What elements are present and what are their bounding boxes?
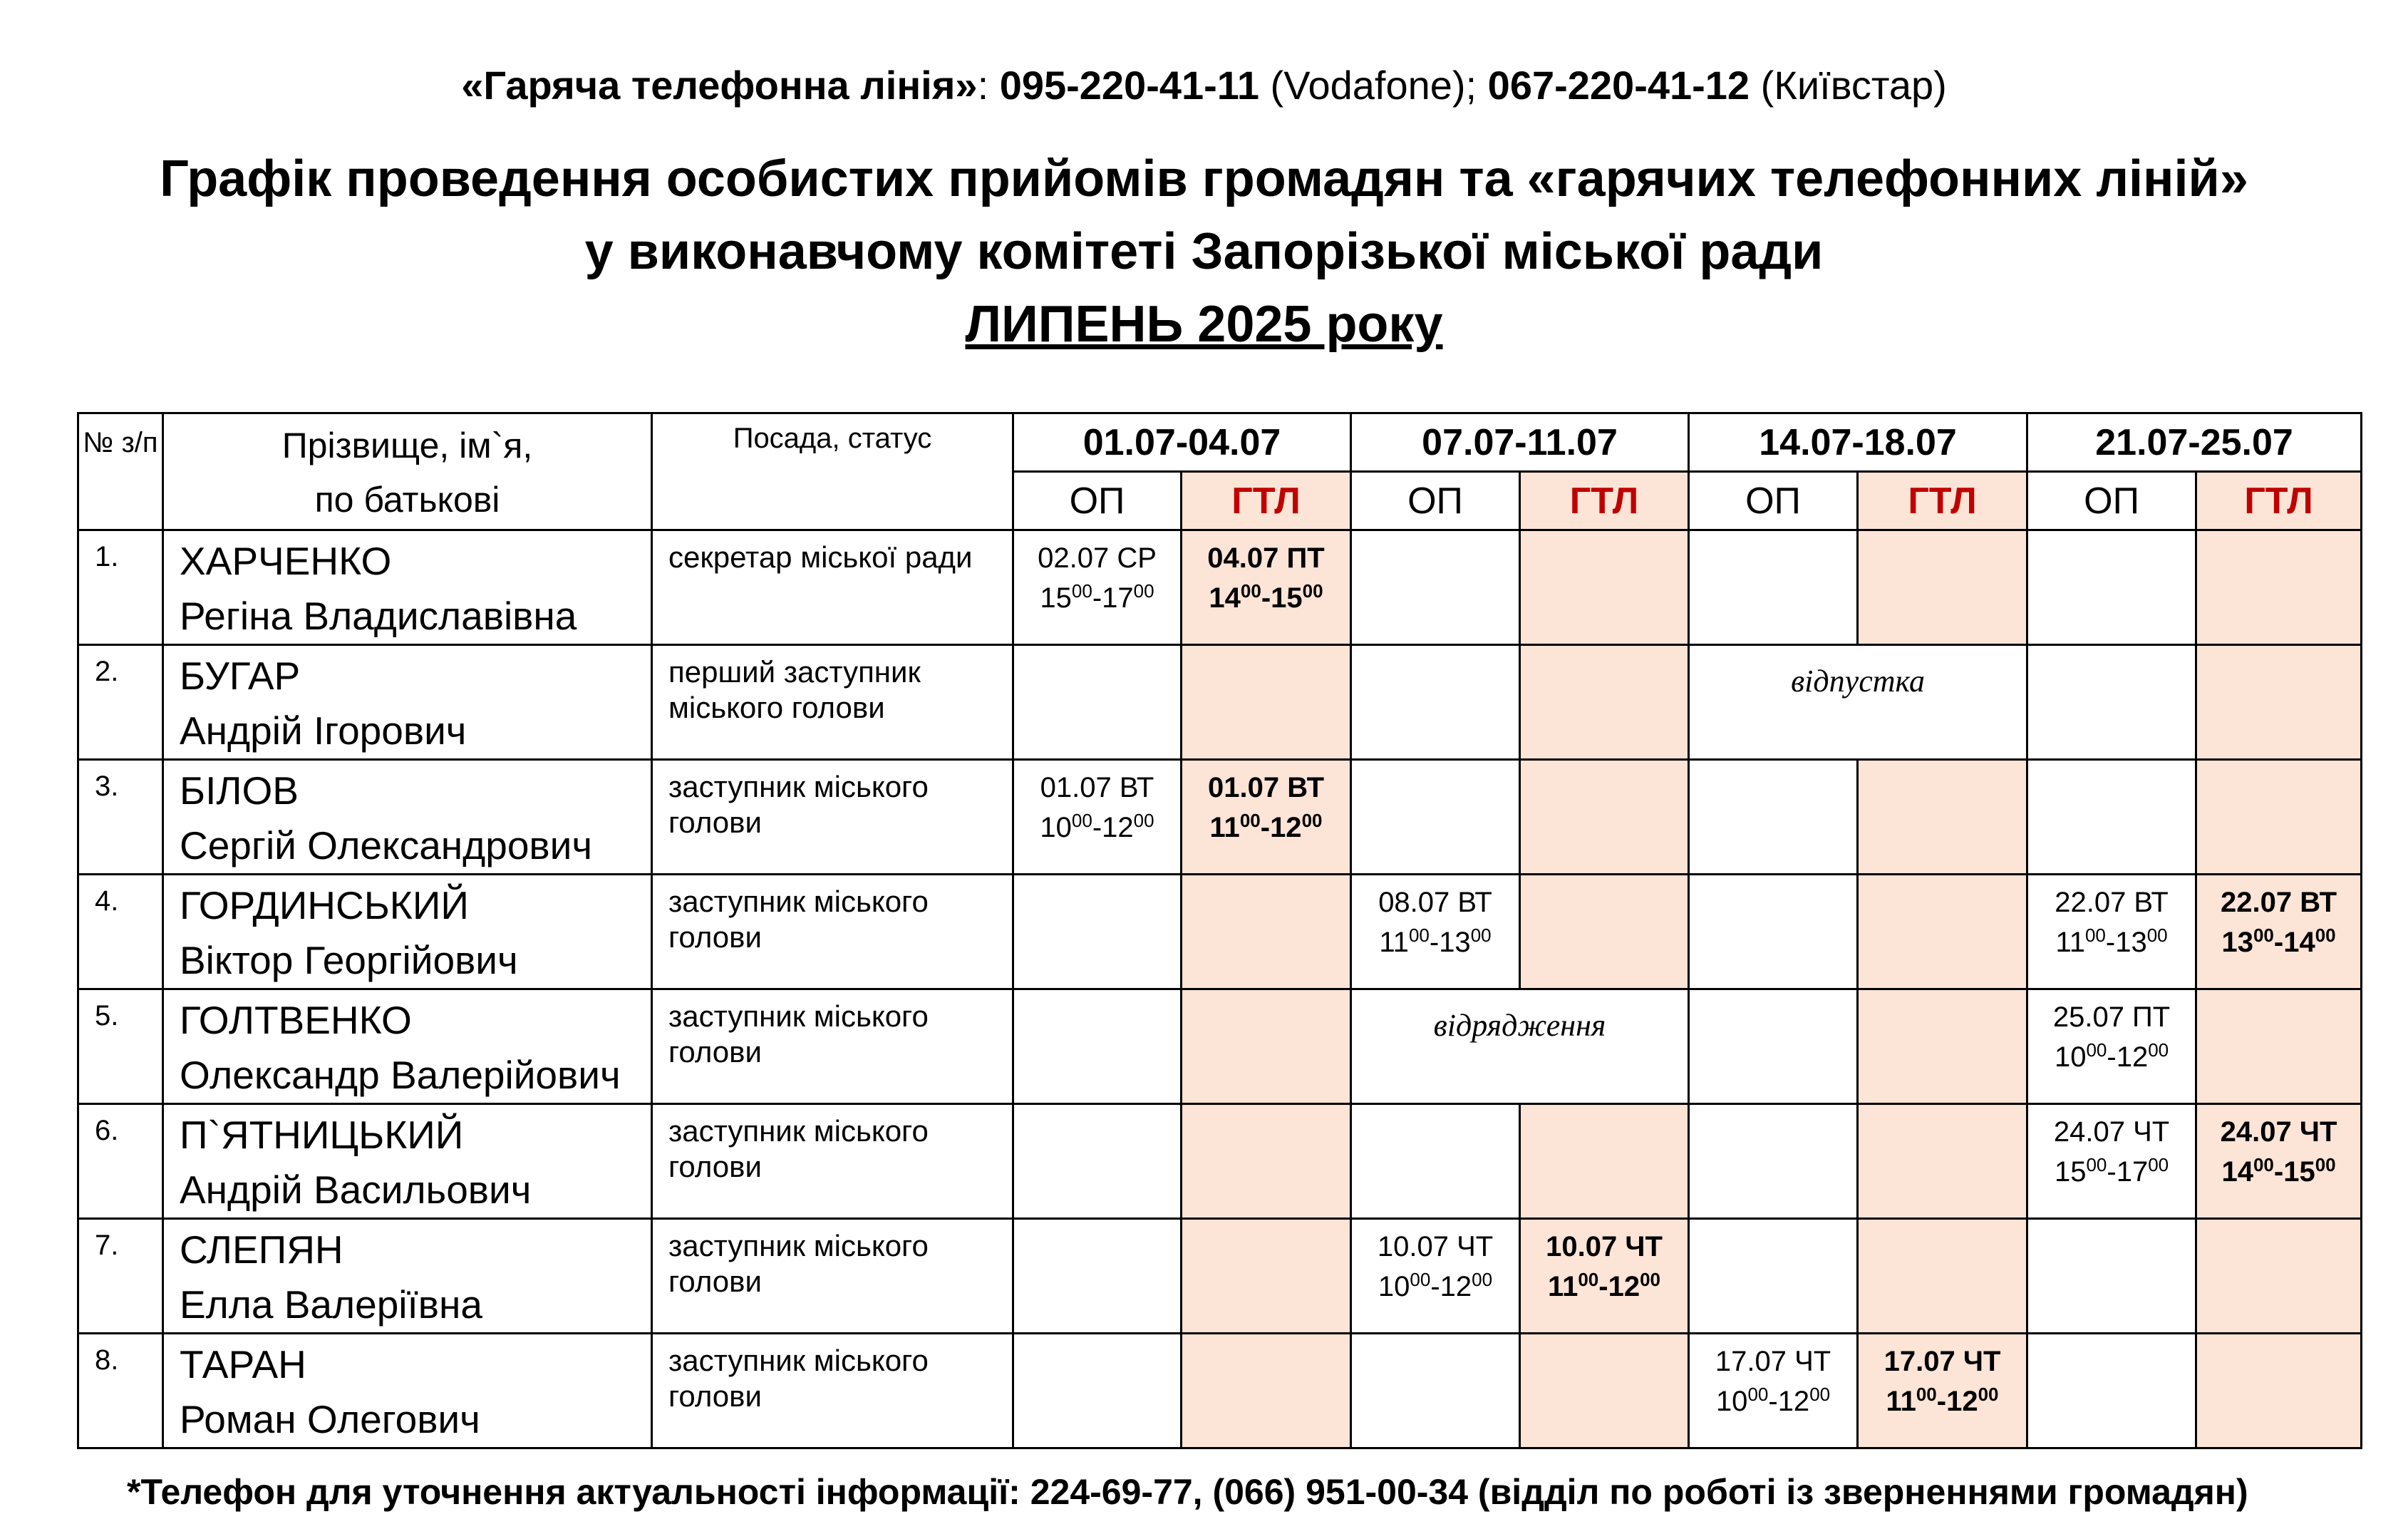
slot-end-hour: 15 (2283, 1156, 2315, 1188)
slot-w2-gtl (1520, 875, 1689, 989)
header-week-1: 01.07-04.07 (1013, 413, 1351, 472)
slot-w4-op (2027, 875, 2196, 989)
slot-start-min: 00 (1239, 810, 1261, 831)
slot-w1-op (1013, 875, 1182, 989)
table-row (78, 530, 2362, 645)
slot-w1-gtl (1182, 1104, 1351, 1219)
row-given-names: Регіна Владиславівна (180, 594, 577, 638)
hotline-label: «Гаряча телефонна лінія» (461, 63, 978, 108)
table-row (78, 989, 2362, 1104)
slot-end-hour: 12 (1777, 1386, 1810, 1417)
slot-end-min: 00 (1133, 580, 1154, 602)
slot-w3-op (1689, 1219, 1858, 1334)
footer-note: *Телефон для уточнення актуальності інформації: 224-69-77, (066) 951-00-34 (відділ по роботі із зверненнями громадян) (127, 1472, 2248, 1512)
slot-date: 24.07 ЧТ (2053, 1116, 2170, 1148)
title-line-1: Графік проведення особистих прийомів громадян та «гарячих телефонних ліній» (160, 150, 2248, 207)
slot-w4-gtl (2196, 875, 2362, 989)
slot-end-min: 00 (1809, 1384, 1831, 1405)
row-given-names: Елла Валеріївна (180, 1282, 482, 1327)
row-number: 8. (78, 1334, 163, 1448)
slot-w1-gtl (1182, 989, 1351, 1104)
slot-start-hour: 10 (1378, 1271, 1410, 1302)
row-full-name (163, 1334, 652, 1448)
slot-date: 04.07 ПТ (1207, 542, 1325, 574)
slot-start-min: 00 (1578, 1269, 1599, 1290)
slot-w3-op (1689, 530, 1858, 645)
slot-w3-op (1689, 760, 1858, 875)
row-given-names: Сергій Олександрович (180, 823, 593, 868)
slot-w4-gtl (2196, 760, 2362, 875)
row-number: 4. (78, 875, 163, 989)
slot-start-min: 00 (2086, 1039, 2107, 1061)
slot-w4-gtl (2196, 645, 2362, 760)
slot-w1-gtl (1182, 1334, 1351, 1448)
slot-date: 22.07 ВТ (2221, 887, 2337, 918)
row-given-names: Андрій Ігорович (180, 709, 467, 753)
slot-end-hour: 12 (1102, 812, 1134, 843)
row-number: 5. (78, 989, 163, 1104)
slot-w3-gtl (1858, 1219, 2027, 1334)
slot-w1-op (1013, 1334, 1182, 1448)
slot-w2-gtl (1520, 530, 1689, 645)
slot-time: $13^{00}-14^{00}$ (2221, 925, 2336, 958)
header-name (163, 413, 652, 530)
slot-w4-gtl (2196, 1219, 2362, 1334)
slot-w1-op (1013, 645, 1182, 760)
row-number: 2. (78, 645, 163, 760)
table-row (78, 1104, 2362, 1219)
slot-end-hour: 14 (2283, 927, 2315, 958)
row-full-name (163, 645, 652, 760)
slot-date: 01.07 ВТ (1208, 772, 1325, 803)
row-position: перший заступник міського голови (652, 645, 1013, 760)
slot-start-hour: 11 (1209, 812, 1240, 843)
slot-end-min: 00 (1133, 810, 1154, 831)
row-full-name (163, 530, 652, 645)
slot-end-min: 00 (1302, 580, 1323, 602)
table-row (78, 760, 2362, 875)
slot-w4-op (2027, 760, 2196, 875)
header-week-3: 14.07-18.07 (1689, 413, 2027, 472)
slot-time: $11^{00}-12^{00}$ (1886, 1384, 1999, 1417)
slot-w3-gtl (1858, 1334, 2027, 1448)
header-gtl-w3: ГТЛ (1858, 472, 2027, 530)
slot-end-hour: 12 (1946, 1386, 1978, 1417)
slot-w3-gtl (1858, 530, 2027, 645)
slot-w3-op (1689, 1104, 1858, 1219)
slot-w2-op (1351, 1334, 1520, 1448)
row-position: секретар міської ради (652, 530, 1013, 645)
row-surname: П`ЯТНИЦЬКИЙ (180, 1113, 464, 1157)
header-op-w3: ОП (1689, 472, 1858, 530)
slot-start-min: 00 (2253, 1154, 2274, 1175)
slot-w2-op (1351, 875, 1520, 989)
slot-start-min: 00 (1240, 580, 1261, 602)
row-given-names: Андрій Васильович (180, 1168, 532, 1212)
hotline-operator-kyivstar: (Київстар) (1750, 63, 1947, 108)
slot-end-hour: 13 (1439, 927, 1471, 958)
slot-start-min: 00 (2084, 925, 2106, 946)
slot-start-min: 00 (1747, 1384, 1769, 1405)
slot-date: 22.07 ВТ (2055, 887, 2169, 918)
slot-start-min: 00 (1410, 1269, 1431, 1290)
slot-end-hour: 13 (2115, 927, 2147, 958)
slot-date: 24.07 ЧТ (2220, 1116, 2337, 1148)
slot-end-min: 00 (2315, 1154, 2336, 1175)
slot-end-min: 00 (1640, 1269, 1660, 1290)
slot-start-min: 00 (1071, 810, 1092, 831)
hotline-phone-kyivstar: 067-220-41-12 (1487, 63, 1750, 108)
slot-w1-op (1013, 989, 1182, 1104)
slot-end-hour: 12 (1440, 1271, 1472, 1302)
slot-time: $14^{00}-15^{00}$ (2221, 1154, 2336, 1188)
slot-time: $10^{00}-12^{00}$ (1040, 810, 1154, 843)
slot-end-hour: 15 (1271, 582, 1303, 614)
slot-w2-gtl (1520, 760, 1689, 875)
slot-end-hour: 12 (2116, 1041, 2149, 1073)
slot-w2-op (1351, 1104, 1520, 1219)
slot-time: $11^{00}-13^{00}$ (1379, 925, 1492, 958)
row-given-names: Віктор Георгійович (180, 938, 518, 982)
row-given-names: Роман Олегович (180, 1397, 480, 1441)
row-surname: СЛЕПЯН (180, 1227, 343, 1272)
row-surname: БУГАР (180, 654, 301, 698)
row-position: заступник міського голови (652, 1334, 1013, 1448)
slot-w2-gtl (1520, 645, 1689, 760)
slot-w1-gtl (1182, 530, 1351, 645)
slot-start-min: 00 (1916, 1384, 1937, 1405)
slot-end-min: 00 (1470, 925, 1492, 946)
header-gtl-w4: ГТЛ (2196, 472, 2362, 530)
slot-start-hour: 11 (1886, 1386, 1916, 1417)
header-week-4: 21.07-25.07 (2027, 413, 2362, 472)
header-week-2: 07.07-11.07 (1351, 413, 1689, 472)
slot-w1-op (1013, 1219, 1182, 1334)
slot-w2-op (1351, 645, 1520, 760)
slot-start-min: 00 (1408, 925, 1430, 946)
row-full-name (163, 760, 652, 875)
slot-w4-op (2027, 530, 2196, 645)
slot-end-min: 00 (1978, 1384, 1999, 1405)
slot-w4-op (2027, 1219, 2196, 1334)
slot-time: $10^{00}-12^{00}$ (1378, 1269, 1493, 1302)
slot-w3-gtl (1858, 875, 2027, 989)
slot-w3-gtl (1858, 1104, 2027, 1219)
slot-w4-op (2027, 1334, 2196, 1448)
slot-w1-gtl (1182, 1219, 1351, 1334)
slot-end-min: 00 (2148, 1154, 2169, 1175)
row-full-name (163, 1219, 652, 1334)
slot-start-hour: 14 (1209, 582, 1241, 614)
slot-end-min: 00 (2315, 925, 2336, 946)
slot-w2-op (1351, 760, 1520, 875)
slot-start-hour: 10 (1715, 1386, 1748, 1417)
slot-start-min: 00 (2086, 1154, 2107, 1175)
slot-w1-op (1013, 760, 1182, 875)
slot-end-hour: 17 (1102, 582, 1134, 614)
slot-end-hour: 12 (1270, 812, 1302, 843)
slot-time: $10^{00}-12^{00}$ (2054, 1039, 2169, 1073)
slot-w3-gtl (1858, 760, 2027, 875)
slot-start-hour: 15 (2054, 1156, 2087, 1188)
slot-time: $15^{00}-17^{00}$ (2054, 1154, 2169, 1188)
row-position: заступник міського голови (652, 760, 1013, 875)
header-gtl-w1: ГТЛ (1182, 472, 1351, 530)
slot-start-hour: 11 (1548, 1271, 1578, 1302)
slot-end-min: 00 (1301, 810, 1323, 831)
row-number: 6. (78, 1104, 163, 1219)
row-full-name (163, 1104, 652, 1219)
hotline-phone-vodafone: 095-220-41-11 (999, 63, 1259, 108)
slot-time: $15^{00}-17^{00}$ (1040, 580, 1154, 614)
slot-w3-gtl (1858, 989, 2027, 1104)
title-month: ЛИПЕНЬ 2025 року (965, 296, 1443, 353)
table-row (78, 1219, 2362, 1334)
slot-date: 25.07 ПТ (2052, 1002, 2171, 1033)
schedule-table (77, 412, 2362, 1449)
hotline-line (0, 57, 2408, 114)
row-position: заступник міського голови (652, 989, 1013, 1104)
slot-w4-gtl (2196, 1334, 2362, 1448)
slot-w1-gtl (1182, 645, 1351, 760)
row-number: 7. (78, 1219, 163, 1334)
slot-w1-gtl (1182, 875, 1351, 989)
slot-w3-op (1689, 1334, 1858, 1448)
slot-end-min: 00 (2148, 1039, 2169, 1061)
slot-date: 08.07 ВТ (1378, 887, 1492, 918)
slot-time: $10^{00}-12^{00}$ (1715, 1384, 1831, 1417)
table-row (78, 645, 2362, 760)
slot-start-hour: 14 (2221, 1156, 2253, 1188)
header-name-text: Прізвище, ім`я, по батькові (281, 426, 533, 520)
slot-w2-op (1351, 1219, 1520, 1334)
slot-w3-op (1689, 875, 1858, 989)
slot-time: $11^{00}-13^{00}$ (2055, 925, 2168, 958)
slot-start-hour: 15 (1040, 582, 1072, 614)
hotline-operator-vodafone: (Vodafone); (1259, 63, 1488, 108)
slot-date: 17.07 ЧТ (1715, 1346, 1831, 1377)
slot-w4-gtl (2196, 530, 2362, 645)
row-surname: ГОЛТВЕНКО (180, 998, 412, 1042)
slot-w4-gtl (2196, 1104, 2362, 1219)
slot-start-hour: 11 (2055, 927, 2085, 958)
slot-end-min: 00 (1472, 1269, 1493, 1290)
slot-date: 10.07 ЧТ (1546, 1231, 1663, 1262)
hotline-colon: : (977, 63, 1000, 108)
slot-w1-op (1013, 1104, 1182, 1219)
slot-w2-op (1351, 530, 1520, 645)
slot-w4-op (2027, 645, 2196, 760)
row-full-name (163, 989, 652, 1104)
row-surname: ХАРЧЕНКО (180, 539, 392, 583)
row-given-names: Олександр Валерійович (180, 1053, 621, 1097)
slot-w2-gtl (1520, 1219, 1689, 1334)
slot-start-hour: 11 (1379, 927, 1409, 958)
row-position: заступник міського голови (652, 1219, 1013, 1334)
slot-time: $11^{00}-12^{00}$ (1209, 810, 1323, 843)
slot-w3-op (1689, 989, 1858, 1104)
slot-end-hour: 17 (2116, 1156, 2149, 1188)
absence-note: відрядження (1351, 989, 1689, 1104)
header-op-w4: ОП (2027, 472, 2196, 530)
slot-w4-op (2027, 1104, 2196, 1219)
title-line-2: у виконавчому комітеті Запорізької міської ради (584, 223, 1824, 280)
slot-date: 10.07 ЧТ (1377, 1231, 1494, 1262)
row-number: 3. (78, 760, 163, 875)
slot-date: 17.07 ЧТ (1883, 1346, 2001, 1377)
slot-date: 01.07 ВТ (1040, 772, 1154, 803)
row-position: заступник міського голови (652, 875, 1013, 989)
slot-w1-op (1013, 530, 1182, 645)
row-number: 1. (78, 530, 163, 645)
slot-w4-op (2027, 989, 2196, 1104)
slot-start-min: 00 (2253, 925, 2274, 946)
header-num: № з/п (78, 413, 163, 530)
header-position: Посада, статус (652, 413, 1013, 530)
row-surname: ГОРДИНСЬКИЙ (180, 883, 469, 927)
slot-w1-gtl (1182, 760, 1351, 875)
header-op-w2: ОП (1351, 472, 1520, 530)
row-surname: БІЛОВ (180, 768, 299, 813)
row-full-name (163, 875, 652, 989)
table-row (78, 875, 2362, 989)
header-op-w1: ОП (1013, 472, 1182, 530)
header-gtl-w2: ГТЛ (1520, 472, 1689, 530)
slot-start-hour: 10 (1040, 812, 1072, 843)
slot-end-min: 00 (2146, 925, 2168, 946)
slot-time: $11^{00}-12^{00}$ (1548, 1269, 1660, 1302)
slot-w4-gtl (2196, 989, 2362, 1104)
slot-time: $14^{00}-15^{00}$ (1209, 580, 1323, 614)
slot-w2-gtl (1520, 1104, 1689, 1219)
slot-start-hour: 13 (2221, 927, 2253, 958)
document-title (0, 143, 2408, 361)
absence-note: відпустка (1689, 645, 2027, 760)
slot-w2-gtl (1520, 1334, 1689, 1448)
table-row (78, 1334, 2362, 1448)
row-surname: ТАРАН (180, 1342, 306, 1386)
slot-start-hour: 10 (2054, 1041, 2087, 1073)
slot-date: 02.07 СР (1038, 542, 1157, 574)
slot-start-min: 00 (1071, 580, 1092, 602)
row-position: заступник міського голови (652, 1104, 1013, 1219)
slot-end-hour: 12 (1608, 1271, 1640, 1302)
